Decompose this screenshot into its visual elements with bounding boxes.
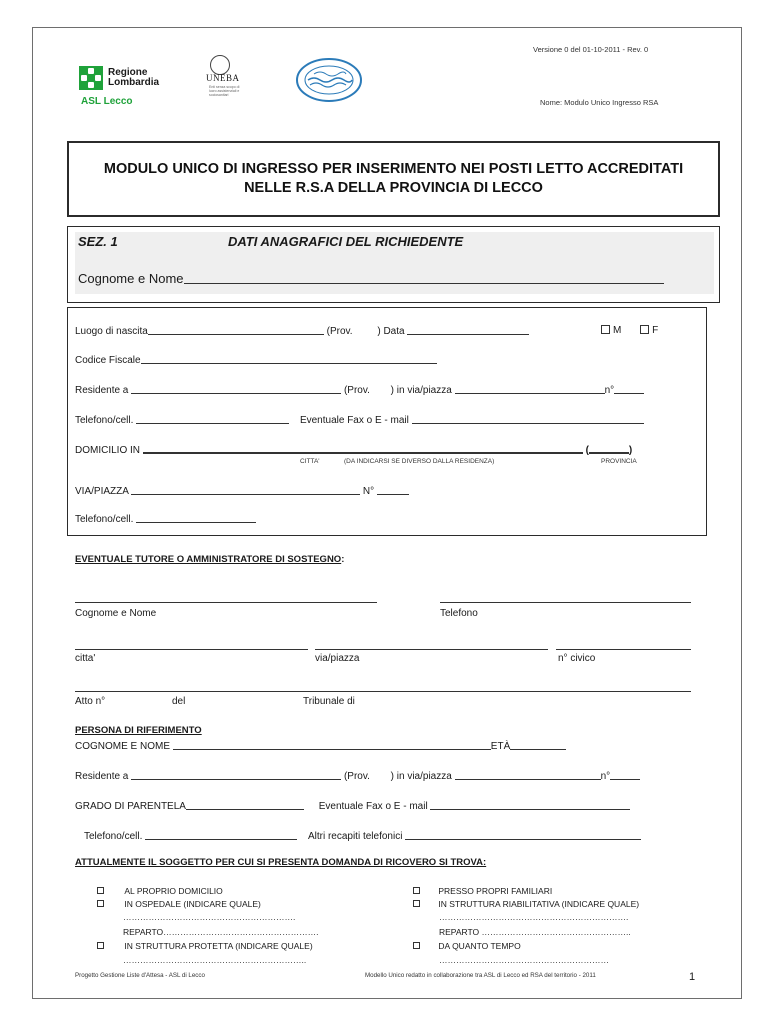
domicilio-label: AL PROPRIO DOMICILIO xyxy=(124,886,223,896)
riferimento-numero-label: n° xyxy=(600,771,611,782)
luogo-nascita-label: Luogo di nascita xyxy=(75,326,148,337)
telefono-2-row xyxy=(75,513,256,525)
ospedale-dots[interactable]: ……………………………………………………. xyxy=(123,912,296,922)
tutore-atto-line[interactable] xyxy=(75,691,691,692)
domicilio-label: DOMICILIO IN xyxy=(75,445,141,456)
riferimento-telefono-row xyxy=(84,830,641,842)
ospedale-reparto[interactable]: REPARTO………………………………………………. xyxy=(123,927,319,937)
male-checkbox[interactable] xyxy=(601,325,610,334)
tutore-tribunale-label: Tribunale di xyxy=(303,696,355,707)
tutore-citta-line[interactable] xyxy=(75,649,308,650)
provincia-caption: PROVINCIA xyxy=(601,458,637,465)
tutore-via-label: via/piazza xyxy=(315,653,360,664)
riferimento-telefono-field[interactable] xyxy=(145,830,297,840)
riferimento-residente-label: Residente a xyxy=(75,771,129,782)
uneba-logo xyxy=(206,55,264,110)
document-name-text: Nome: Modulo Unico Ingresso RSA xyxy=(540,98,659,107)
tutore-nome-label: Cognome e Nome xyxy=(75,608,157,619)
title-box xyxy=(67,141,720,217)
quanto-tempo-label: DA QUANTO TEMPO xyxy=(438,941,521,951)
attualmente-heading: ATTUALMENTE IL SOGGETTO PER CUI SI PRESENTA DOMANDA DI RICOVERO SI TROVA: xyxy=(75,857,487,868)
residente-row xyxy=(75,384,644,396)
telefono-2-field[interactable] xyxy=(136,513,256,523)
tutore-atto-label: Atto n° xyxy=(75,696,106,707)
quanto-tempo-dots[interactable]: …………………………………………………… xyxy=(439,955,609,965)
tutore-telefono-label: Telefono xyxy=(440,608,478,619)
tutore-via-line[interactable] xyxy=(315,649,548,650)
riferimento-nome-label: COGNOME E NOME xyxy=(75,741,171,752)
riferimento-altri-field[interactable] xyxy=(405,830,641,840)
asl-lecco-text: ASL Lecco xyxy=(81,96,133,107)
riferimento-grado-field[interactable] xyxy=(186,800,304,810)
riferimento-residente-field[interactable] xyxy=(131,770,341,780)
via-piazza-row xyxy=(75,485,409,497)
uneba-subtext: Enti senza scopo di lucro assistenziali e sociosanitari xyxy=(209,85,240,97)
numero-label: n° xyxy=(604,385,615,396)
tutore-heading-colon: : xyxy=(341,554,345,565)
tutore-heading xyxy=(75,554,344,565)
riferimento-altri-label: Altri recapiti telefonici xyxy=(307,831,403,842)
title-line-1: MODULO UNICO DI INGRESSO PER INSERIMENTO NEI POSTI LETTO ACCREDITATI xyxy=(103,161,684,177)
seal-logo xyxy=(294,56,364,104)
section-1-box xyxy=(67,226,720,303)
data-field[interactable] xyxy=(407,325,529,335)
familiari-label: PRESSO PROPRI FAMILIARI xyxy=(438,886,553,896)
riferimento-telefono-label: Telefono/cell. xyxy=(84,831,143,842)
cognome-nome-row xyxy=(78,271,664,286)
footer-left: Progetto Gestione Liste d'Attesa - ASL di Lecco xyxy=(75,972,205,979)
female-checkbox[interactable] xyxy=(640,325,649,334)
indicarsi-caption: (DA INDICARSI SE DIVERSO DALLA RESIDENZA) xyxy=(344,458,495,465)
domicilio-row xyxy=(75,443,632,456)
riferimento-via-label: ) in via/piazza xyxy=(390,771,452,782)
riabilitativa-dots[interactable]: …………………………………………………………. xyxy=(439,912,629,922)
riabilitativa-reparto[interactable]: REPARTO …………………………………………….. xyxy=(439,927,631,937)
protetta-label: IN STRUTTURA PROTETTA (INDICARE QUALE) xyxy=(124,941,313,951)
riferimento-nome-row xyxy=(75,740,566,752)
riferimento-eta-label: ETÀ xyxy=(490,741,511,752)
fax-email-label: Eventuale Fax o E - mail xyxy=(299,415,409,426)
codice-fiscale-row xyxy=(75,354,437,366)
riferimento-fax-field[interactable] xyxy=(430,800,630,810)
title-line-2: NELLE R.S.A DELLA PROVINCIA DI LECCO xyxy=(244,180,543,196)
page-number: 1 xyxy=(689,971,696,983)
quanto-tempo-checkbox[interactable] xyxy=(413,942,420,949)
option-familiari[interactable] xyxy=(413,886,552,896)
fax-email-field[interactable] xyxy=(412,414,644,424)
riferimento-nome-field[interactable] xyxy=(173,740,491,750)
via-piazza-2-label: VIA/PIAZZA xyxy=(75,486,129,497)
provincia-paren-open: ( xyxy=(585,445,589,456)
riabilitativa-label: IN STRUTTURA RIABILITATIVA (INDICARE QUALE) xyxy=(438,899,640,909)
cognome-nome-field[interactable] xyxy=(184,274,664,284)
riabilitativa-checkbox[interactable] xyxy=(413,900,420,907)
option-domicilio[interactable] xyxy=(97,886,223,896)
regione-lombardia-logo xyxy=(79,66,189,114)
via-piazza-field[interactable] xyxy=(455,384,605,394)
domicilio-checkbox[interactable] xyxy=(97,887,104,894)
uneba-text: UNEBA xyxy=(206,73,240,83)
option-protetta[interactable] xyxy=(97,941,313,951)
n-label: N° xyxy=(362,486,375,497)
regione-lombardia-text: Regione Lombardia xyxy=(108,67,160,88)
riferimento-residente-row xyxy=(75,770,640,782)
telefono-row xyxy=(75,414,644,426)
telefono-label: Telefono/cell. xyxy=(75,415,134,426)
tutore-civico-label: n° civico xyxy=(558,653,596,664)
riferimento-grado-row xyxy=(75,800,630,812)
option-quanto-tempo[interactable] xyxy=(413,941,521,951)
telefono-field[interactable] xyxy=(136,414,289,424)
numero-field[interactable] xyxy=(614,384,644,394)
residente-label: Residente a xyxy=(75,385,129,396)
n-field[interactable] xyxy=(377,485,409,495)
tutore-del-label: del xyxy=(172,696,186,707)
riferimento-prov-label: (Prov. xyxy=(343,771,370,782)
tutore-civico-line[interactable] xyxy=(556,649,691,650)
riferimento-eta-field[interactable] xyxy=(510,740,566,750)
tutore-nome-line[interactable] xyxy=(75,602,377,603)
domicilio-provincia-field[interactable] xyxy=(589,443,629,454)
codice-fiscale-field[interactable] xyxy=(141,354,437,364)
provincia-paren-close: ) xyxy=(628,445,633,456)
data-label: ) Data xyxy=(377,326,405,337)
footer-center: Modello Unico redatto in collaborazione tra ASL di Lecco ed RSA del territorio - 2011 xyxy=(365,972,596,979)
residente-prov-label: (Prov. xyxy=(343,385,370,396)
tutore-citta-label: citta' xyxy=(75,653,96,664)
riferimento-grado-label: GRADO DI PARENTELA xyxy=(75,801,186,812)
familiari-checkbox[interactable] xyxy=(413,887,420,894)
uneba-emblem-icon xyxy=(210,55,230,75)
tutore-heading-text: EVENTUALE TUTORE O AMMINISTRATORE DI SOSTEGNO xyxy=(75,554,342,565)
male-label: M xyxy=(613,325,622,336)
protetta-dots[interactable]: ……………………………………………………….. xyxy=(123,955,307,965)
codice-fiscale-label: Codice Fiscale xyxy=(75,355,141,366)
protetta-checkbox[interactable] xyxy=(97,942,104,949)
ospedale-label: IN OSPEDALE (INDICARE QUALE) xyxy=(124,899,261,909)
via-piazza-label: ) in via/piazza xyxy=(390,385,452,396)
ospedale-checkbox[interactable] xyxy=(97,900,104,907)
residente-field[interactable] xyxy=(131,384,341,394)
citta-caption: CITTA' xyxy=(300,458,320,465)
domicilio-field[interactable] xyxy=(143,443,583,454)
sex-checkboxes xyxy=(601,325,658,336)
luogo-nascita-field[interactable] xyxy=(148,325,324,335)
cognome-nome-label: Cognome e Nome xyxy=(78,271,184,286)
option-ospedale[interactable] xyxy=(97,899,261,909)
female-label: F xyxy=(652,325,659,336)
riferimento-fax-label: Eventuale Fax o E - mail xyxy=(318,801,428,812)
section-1-label: SEZ. 1 xyxy=(78,234,118,249)
luogo-nascita-row xyxy=(75,325,529,337)
version-text: Versione 0 del 01-10-2011 - Rev. 0 xyxy=(533,45,649,54)
tutore-telefono-line[interactable] xyxy=(440,602,691,603)
telefono-2-label: Telefono/cell. xyxy=(75,514,134,525)
riferimento-via-field[interactable] xyxy=(455,770,601,780)
via-piazza-2-field[interactable] xyxy=(131,485,360,495)
riferimento-heading: PERSONA DI RIFERIMENTO xyxy=(75,725,202,736)
prov-label: (Prov. xyxy=(326,326,353,337)
section-1-title: DATI ANAGRAFICI DEL RICHIEDENTE xyxy=(228,234,464,249)
regione-lombardia-icon xyxy=(79,66,103,90)
option-riabilitativa[interactable] xyxy=(413,899,639,909)
riferimento-numero-field[interactable] xyxy=(610,770,640,780)
